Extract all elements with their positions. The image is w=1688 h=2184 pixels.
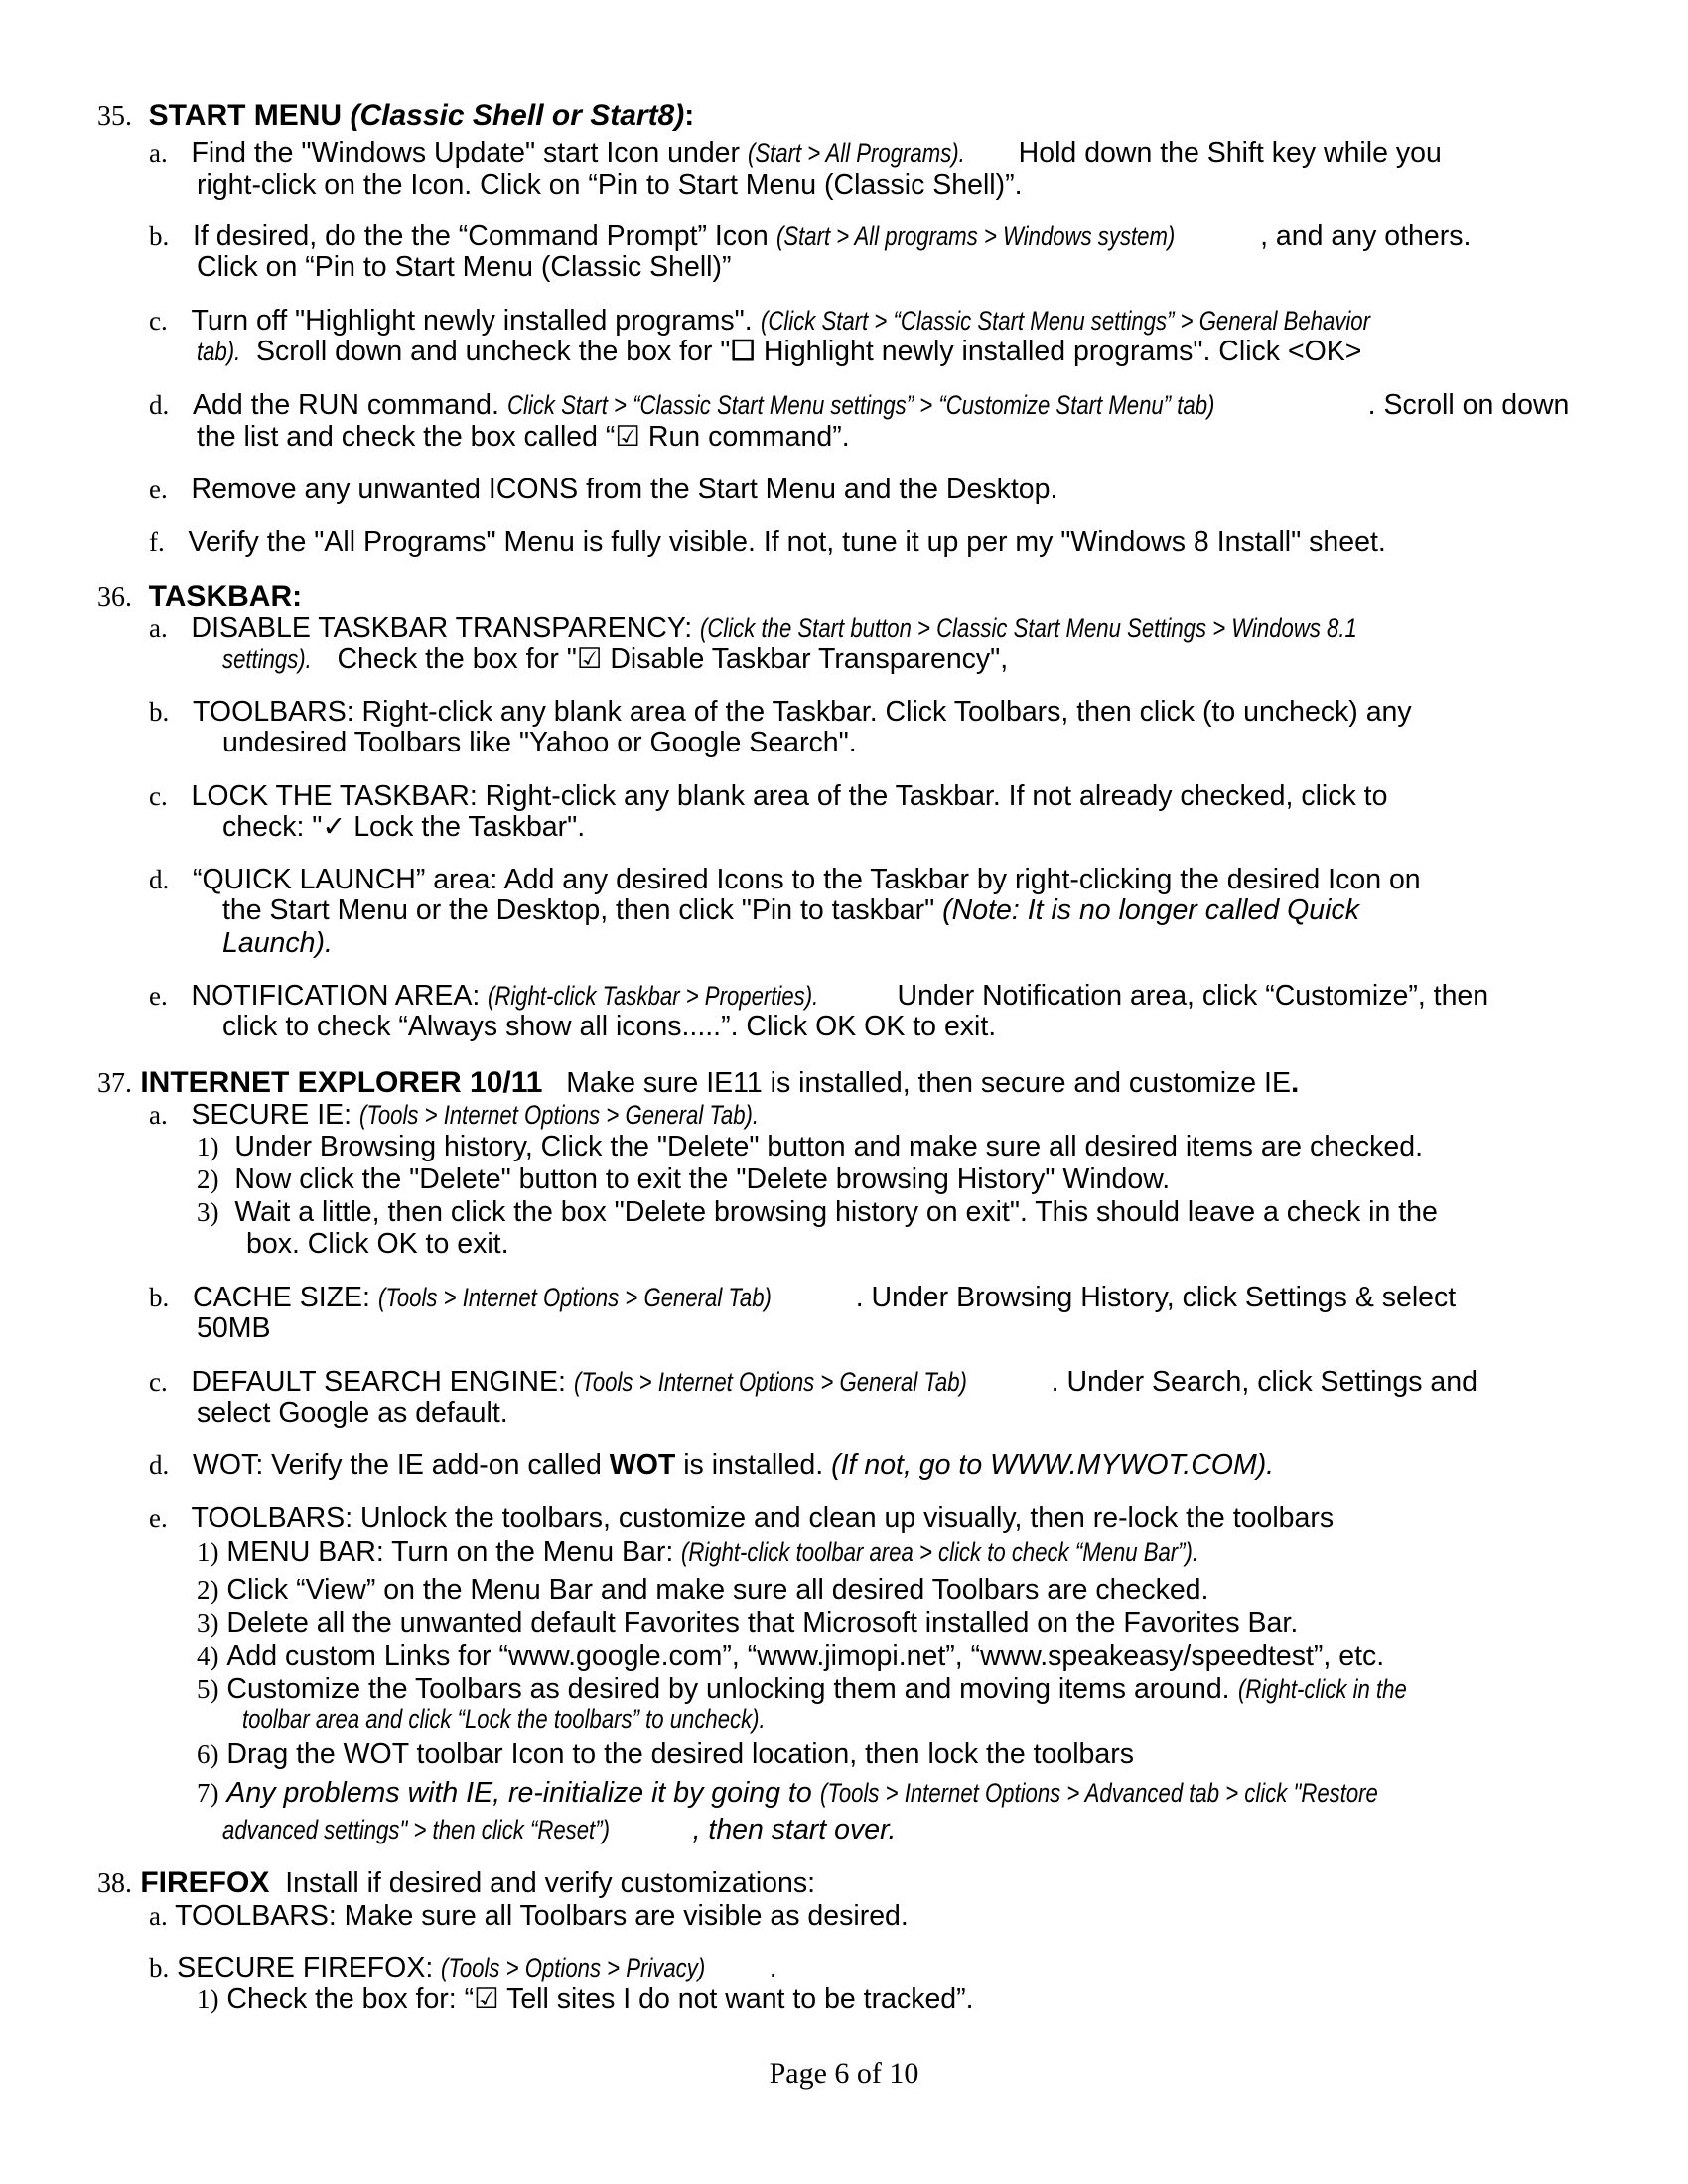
list-item: f. Verify the "All Programs" Menu is fully visible. If not, tune it up per my "Windows 8 Install" sheet. <box>149 526 1386 558</box>
list-item-continuation: right-click on the Icon. Click on “Pin to Start Menu (Classic Shell)”. <box>197 169 1023 201</box>
list-item: c. LOCK THE TASKBAR: Right-click any blank area of the Taskbar. If not already checked, click to <box>149 780 1388 812</box>
list-item-continuation: undesired Toolbars like "Yahoo or Google Search". <box>222 727 857 758</box>
list-item: c. DEFAULT SEARCH ENGINE: (Tools > Internet Options > General Tab) . Under Search, click Settings and <box>149 1366 1477 1398</box>
list-item-continuation: check: "✓ Lock the Taskbar". <box>222 811 586 843</box>
section-38-heading: 38. FIREFOX Install if desired and verify customizations: <box>97 1866 816 1899</box>
list-item: a. Find the "Windows Update" start Icon under (Start > All Programs). Hold down the Shift key while you <box>149 137 1442 169</box>
section-36-heading: 36. TASKBAR: <box>97 580 303 613</box>
list-item-continuation: the list and check the box called “☑ Run command”. <box>197 421 850 453</box>
sub-list-item: 3) Delete all the unwanted default Favorites that Microsoft installed on the Favorites Bar. <box>197 1607 1299 1639</box>
list-item-continuation: Click on “Pin to Start Menu (Classic Shell)” <box>197 251 732 283</box>
sub-list-item: 5) Customize the Toolbars as desired by unlocking them and moving items around. (Right-click in the <box>197 1673 1407 1705</box>
checkbox-empty-icon: ☐ <box>730 336 756 367</box>
sub-list-item: 1) Check the box for: “☑ Tell sites I do not want to be tracked”. <box>197 1983 974 2015</box>
section-title: START MENU <box>148 99 343 132</box>
section-title: TASKBAR: <box>148 580 303 613</box>
page-number: Page 6 of 10 <box>769 2057 919 2090</box>
list-item: a. DISABLE TASKBAR TRANSPARENCY: (Click the Start button > Classic Start Menu Settings > Windows 8.1 <box>149 613 1357 644</box>
sub-list-item: 2) Now click the "Delete" button to exit the "Delete browsing History" Window. <box>197 1163 1171 1195</box>
list-item: a. SECURE IE: (Tools > Internet Options > General Tab). <box>149 1099 760 1131</box>
list-item: d. “QUICK LAUNCH” area: Add any desired Icons to the Taskbar by right-clicking the desired Icon on <box>149 864 1421 895</box>
section-title: INTERNET EXPLORER 10/11 <box>140 1066 543 1099</box>
list-item: c. Turn off "Highlight newly installed programs". (Click Start > “Classic Start Menu settings” > General Behavior <box>149 305 1370 337</box>
sub-list-item-continuation: box. Click OK to exit. <box>246 1228 509 1260</box>
list-item-continuation: 50MB <box>197 1312 271 1344</box>
sub-list-item: 3) Wait a little, then click the box "Delete browsing history on exit". This should leave a check in the <box>197 1196 1438 1228</box>
sub-list-item-continuation: advanced settings" > then click “Reset”) , then start over. <box>222 1814 897 1845</box>
sub-list-item: 6) Drag the WOT toolbar Icon to the desired location, then lock the toolbars <box>197 1738 1134 1770</box>
list-item-continuation: Launch). <box>222 927 333 959</box>
sub-list-item: 7) Any problems with IE, re-initialize it by going to (Tools > Internet Options > Advanced tab > click "Restore <box>197 1777 1378 1809</box>
list-item-continuation: the Start Menu or the Desktop, then click "Pin to taskbar" (Note: It is no longer called Quick <box>222 894 1359 926</box>
list-item-continuation: settings). Check the box for "☑ Disable Taskbar Transparency", <box>222 643 1009 675</box>
list-item-continuation: click to check “Always show all icons.....”. Click OK OK to exit. <box>222 1011 997 1042</box>
section-title: FIREFOX <box>140 1866 270 1899</box>
section-35-heading: 35. START MENU (Classic Shell or Start8): <box>97 99 695 132</box>
sub-list-item-continuation: toolbar area and click “Lock the toolbars” to uncheck). <box>242 1705 766 1734</box>
sub-list-item: 4) Add custom Links for “www.google.com”, “www.jimopi.net”, “www.speakeasy/speedtest”, etc. <box>197 1640 1385 1672</box>
list-item: b. If desired, do the the “Command Prompt” Icon (Start > All programs > Windows system) , and any others. <box>149 220 1472 252</box>
list-item: e. NOTIFICATION AREA: (Right-click Taskbar > Properties). Under Notification area, click “Customize”, then <box>149 980 1489 1012</box>
section-37-heading: 37. INTERNET EXPLORER 10/11 Make sure IE11 is installed, then secure and customize IE. <box>97 1066 1300 1099</box>
list-item: b. TOOLBARS: Right-click any blank area of the Taskbar. Click Toolbars, then click (to uncheck) any <box>149 696 1412 728</box>
list-item: e. Remove any unwanted ICONS from the Start Menu and the Desktop. <box>149 474 1058 505</box>
list-item: b. SECURE FIREFOX: (Tools > Options > Privacy) . <box>149 1952 777 1983</box>
list-item-continuation: tab). Scroll down and uncheck the box for "☐ Highlight newly installed programs". Click <OK> <box>197 336 1362 367</box>
list-item: d. Add the RUN command. Click Start > “Classic Start Menu settings” > “Customize Start Menu” tab) . Scroll on down <box>149 389 1570 421</box>
list-item-continuation: select Google as default. <box>197 1397 508 1429</box>
list-item: e. TOOLBARS: Unlock the toolbars, customize and clean up visually, then re-lock the toolbars <box>149 1502 1335 1534</box>
sub-list-item: 2) Click “View” on the Menu Bar and make sure all desired Toolbars are checked. <box>197 1574 1209 1606</box>
list-item: d. WOT: Verify the IE add-on called WOT is installed. (If not, go to WWW.MYWOT.COM). <box>149 1449 1275 1481</box>
list-item: a. TOOLBARS: Make sure all Toolbars are visible as desired. <box>149 1900 909 1932</box>
sub-list-item: 1) Under Browsing history, Click the "Delete" button and make sure all desired items are checked. <box>197 1131 1424 1162</box>
list-item: b. CACHE SIZE: (Tools > Internet Options > General Tab) . Under Browsing History, click Settings & select <box>149 1282 1457 1313</box>
section-title-italic: (Classic Shell or Start8) <box>350 99 685 132</box>
sub-list-item: 1) MENU BAR: Turn on the Menu Bar: (Right-click toolbar area > click to check “Menu Bar”). <box>197 1536 1199 1568</box>
